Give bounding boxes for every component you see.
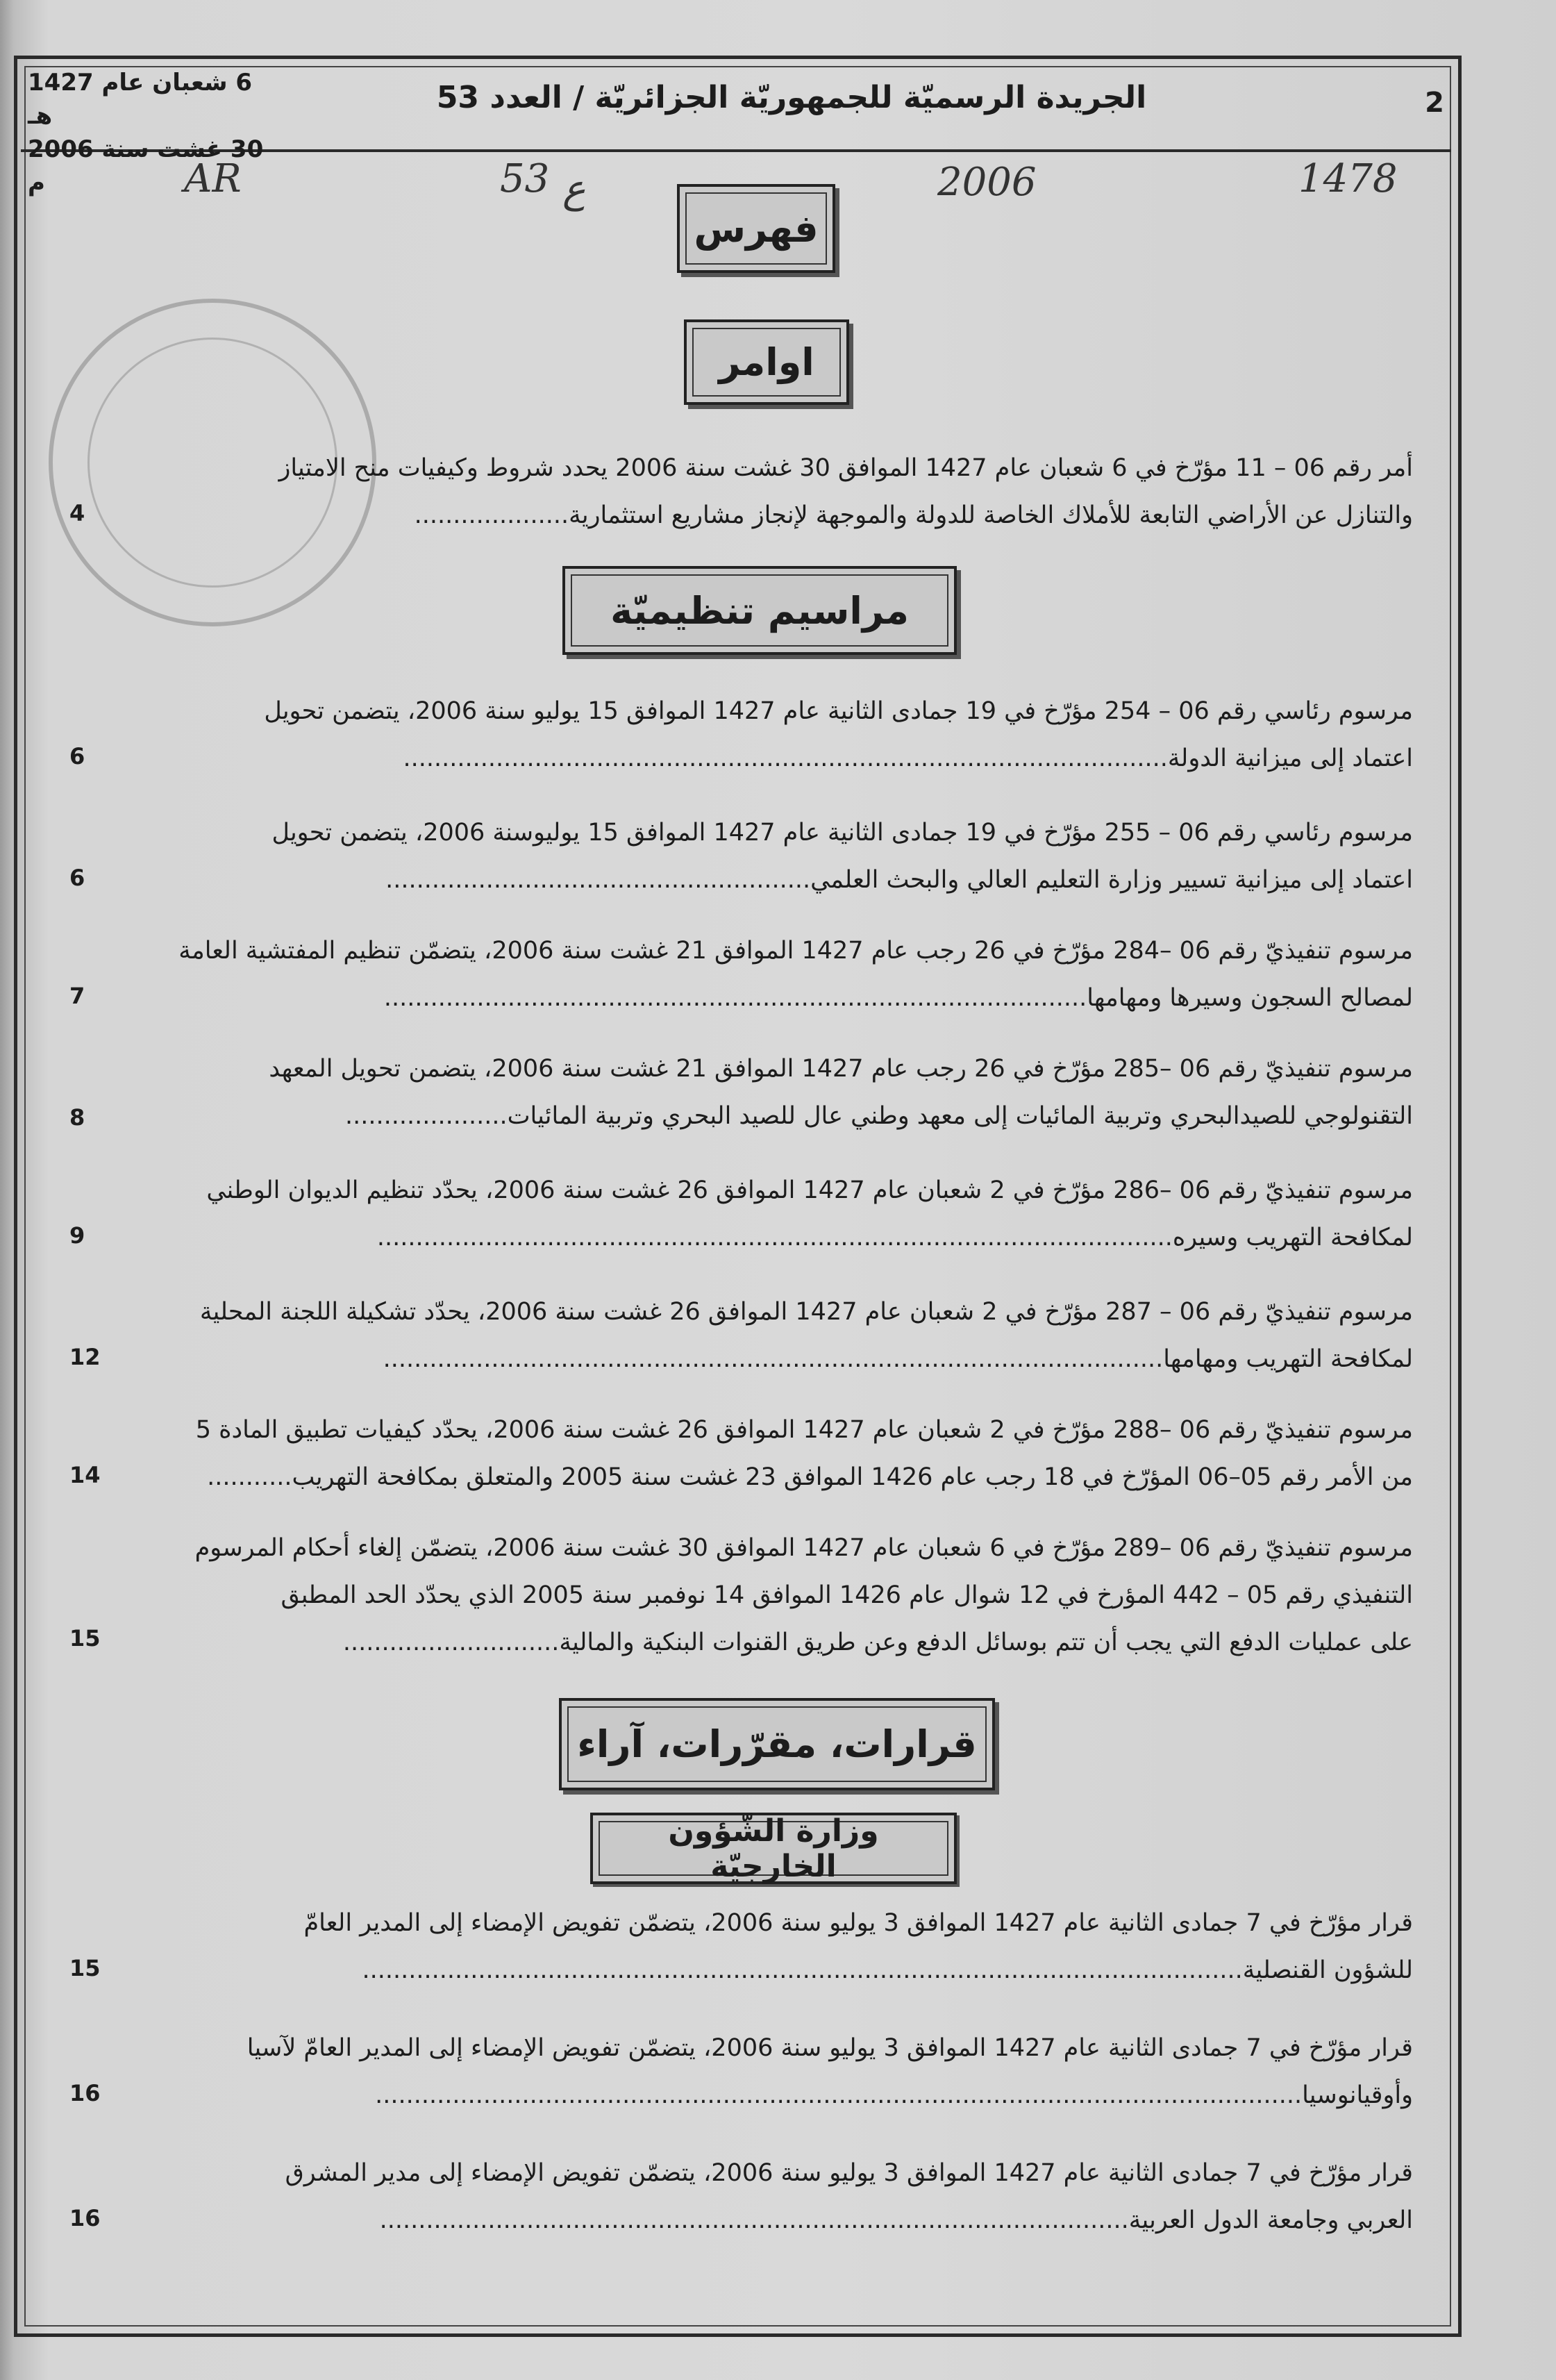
handwritten-note-53: 53: [500, 156, 550, 201]
toc-page-number: 12: [69, 1344, 101, 1370]
toc-entry: مرسوم تنفيذيّ رقم 06 –288 مؤرّخ في 2 شعبان عام 1427 الموافق 26 غشت سنة 2006، يحدّد كيفيات تطبيق المادة 5 من الأمر رقم 05–06 المؤرّخ في 18 رجب عام 1426 الموافق 23 غشت سنة 2005 والمتعلق بمكافحة التهريب...........: [195, 1416, 1413, 1491]
header-date-hijri: 6 شعبان عام 1427 هـ: [28, 69, 253, 130]
toc-entry: قرار مؤرّخ في 7 جمادى الثانية عام 1427 الموافق 3 يوليو سنة 2006، يتضمّن تفويض الإمضاء إلى مدير المشرق العربي وجامعة الدول العربية.................................................................................................: [285, 2159, 1413, 2234]
toc-page-number: 4: [69, 500, 85, 526]
toc-page-number: 15: [69, 1955, 101, 1981]
section-title-orders: اوامر: [684, 319, 849, 405]
header-date-gregorian: 30 غشت سنة 2006 م: [28, 135, 264, 197]
toc-entry: مرسوم تنفيذيّ رقم 06 –289 مؤرّخ في 6 شعبان عام 1427 الموافق 30 غشت سنة 2006، يتضمّن إلغاء أحكام المرسوم التنفيذي رقم 05 – 442 المؤرخ في 12 شوال عام 1426 الموافق 14 نوفمبر سنة 2005 الذي يحدّد الحد المطبق على عمليات الدفع التي يجب أن تتم بوسائل الدفع وعن طريق القنوات البنكية والمالية............................: [194, 1534, 1413, 1656]
section-title-decisions: قرارات، مقرّرات، آراء: [559, 1698, 995, 1790]
toc-page-number: 6: [69, 743, 85, 769]
ministry-title: وزارة الشّؤون الخارجيّة: [590, 1813, 957, 1884]
toc-entry: مرسوم تنفيذيّ رقم 06 –284 مؤرّخ في 26 رجب عام 1427 الموافق 21 غشت سنة 2006، يتضمّن تنظيم المفتشية العامة لمصالح السجون وسيرها ومهامها...........................................................................................: [178, 937, 1413, 1012]
toc-page-number: 16: [69, 2205, 101, 2231]
toc-entry: قرار مؤرّخ في 7 جمادى الثانية عام 1427 الموافق 3 يوليو سنة 2006، يتضمّن تفويض الإمضاء إلى المدير العامّ للشؤون القنصلية..................................................................................................................: [303, 1909, 1413, 1984]
toc-page-number: 15: [69, 1625, 101, 1651]
toc-entry: مرسوم رئاسي رقم 06 – 255 مؤرّخ في 19 جمادى الثانية عام 1427 الموافق 15 يوليوسنة 2006، يتضمن تحويل اعتماد إلى ميزانية تسيير وزارة التعليم العالي والبحث العلمي.......................................................: [271, 819, 1413, 894]
toc-entry: مرسوم تنفيذيّ رقم 06 –286 مؤرّخ في 2 شعبان عام 1427 الموافق 26 غشت سنة 2006، يحدّد تنظيم الديوان الوطني لمكافحة التهريب وسيره.......................................................................................................: [206, 1176, 1413, 1251]
toc-page-number: 7: [69, 983, 85, 1009]
toc-page-number: 16: [69, 2080, 101, 2106]
handwritten-note-number: 1478: [1298, 156, 1398, 201]
toc-entry: أمر رقم 06 – 11 مؤرّخ في 6 شعبان عام 1427 الموافق 30 غشت سنة 2006 يحدد شروط وكيفيات منح الامتياز والتنازل عن الأراضي التابعة للأملاك الخاصة للدولة والموجهة لإنجاز مشاريع استثمارية....................: [278, 454, 1413, 529]
toc-entry: قرار مؤرّخ في 7 جمادى الثانية عام 1427 الموافق 3 يوليو سنة 2006، يتضمّن تفويض الإمضاء إلى المدير العامّ لآسيا وأوقيانوسيا........................................................................................................................: [246, 2034, 1413, 2109]
toc-page-number: 14: [69, 1462, 101, 1488]
handwritten-note-ar: AR: [184, 156, 242, 201]
section-title-index: فهرس: [677, 184, 835, 273]
handwritten-note-ain: ع: [562, 167, 586, 212]
header-title: الجريدة الرسميّة للجمهوريّة الجزائريّة / العدد 53: [436, 80, 1147, 115]
header-page-number: 2: [1425, 87, 1444, 119]
toc-entry: مرسوم رئاسي رقم 06 – 254 مؤرّخ في 19 جمادى الثانية عام 1427 الموافق 15 يوليو سنة 2006، يتضمن تحويل اعتماد إلى ميزانية الدولة...................................................................................................: [264, 697, 1413, 772]
toc-entry: مرسوم تنفيذيّ رقم 06 –285 مؤرّخ في 26 رجب عام 1427 الموافق 21 غشت سنة 2006، يتضمن تحويل المعهد التقنولوجي للصيدالبحري وتربية المائيات إلى معهد وطني عال للصيد البحري وتربية المائيات.....................: [269, 1055, 1413, 1130]
toc-entry: مرسوم تنفيذيّ رقم 06 – 287 مؤرّخ في 2 شعبان عام 1427 الموافق 26 غشت سنة 2006، يحدّد تشكيلة اللجنة المحلية لمكافحة التهريب ومهامها.....................................................................................................: [199, 1298, 1413, 1373]
toc-page-number: 8: [69, 1104, 85, 1131]
section-title-decrees: مراسيم تنظيميّة: [562, 566, 957, 655]
handwritten-note-year: 2006: [937, 160, 1037, 205]
toc-page-number: 9: [69, 1222, 85, 1249]
toc-page-number: 6: [69, 865, 85, 891]
